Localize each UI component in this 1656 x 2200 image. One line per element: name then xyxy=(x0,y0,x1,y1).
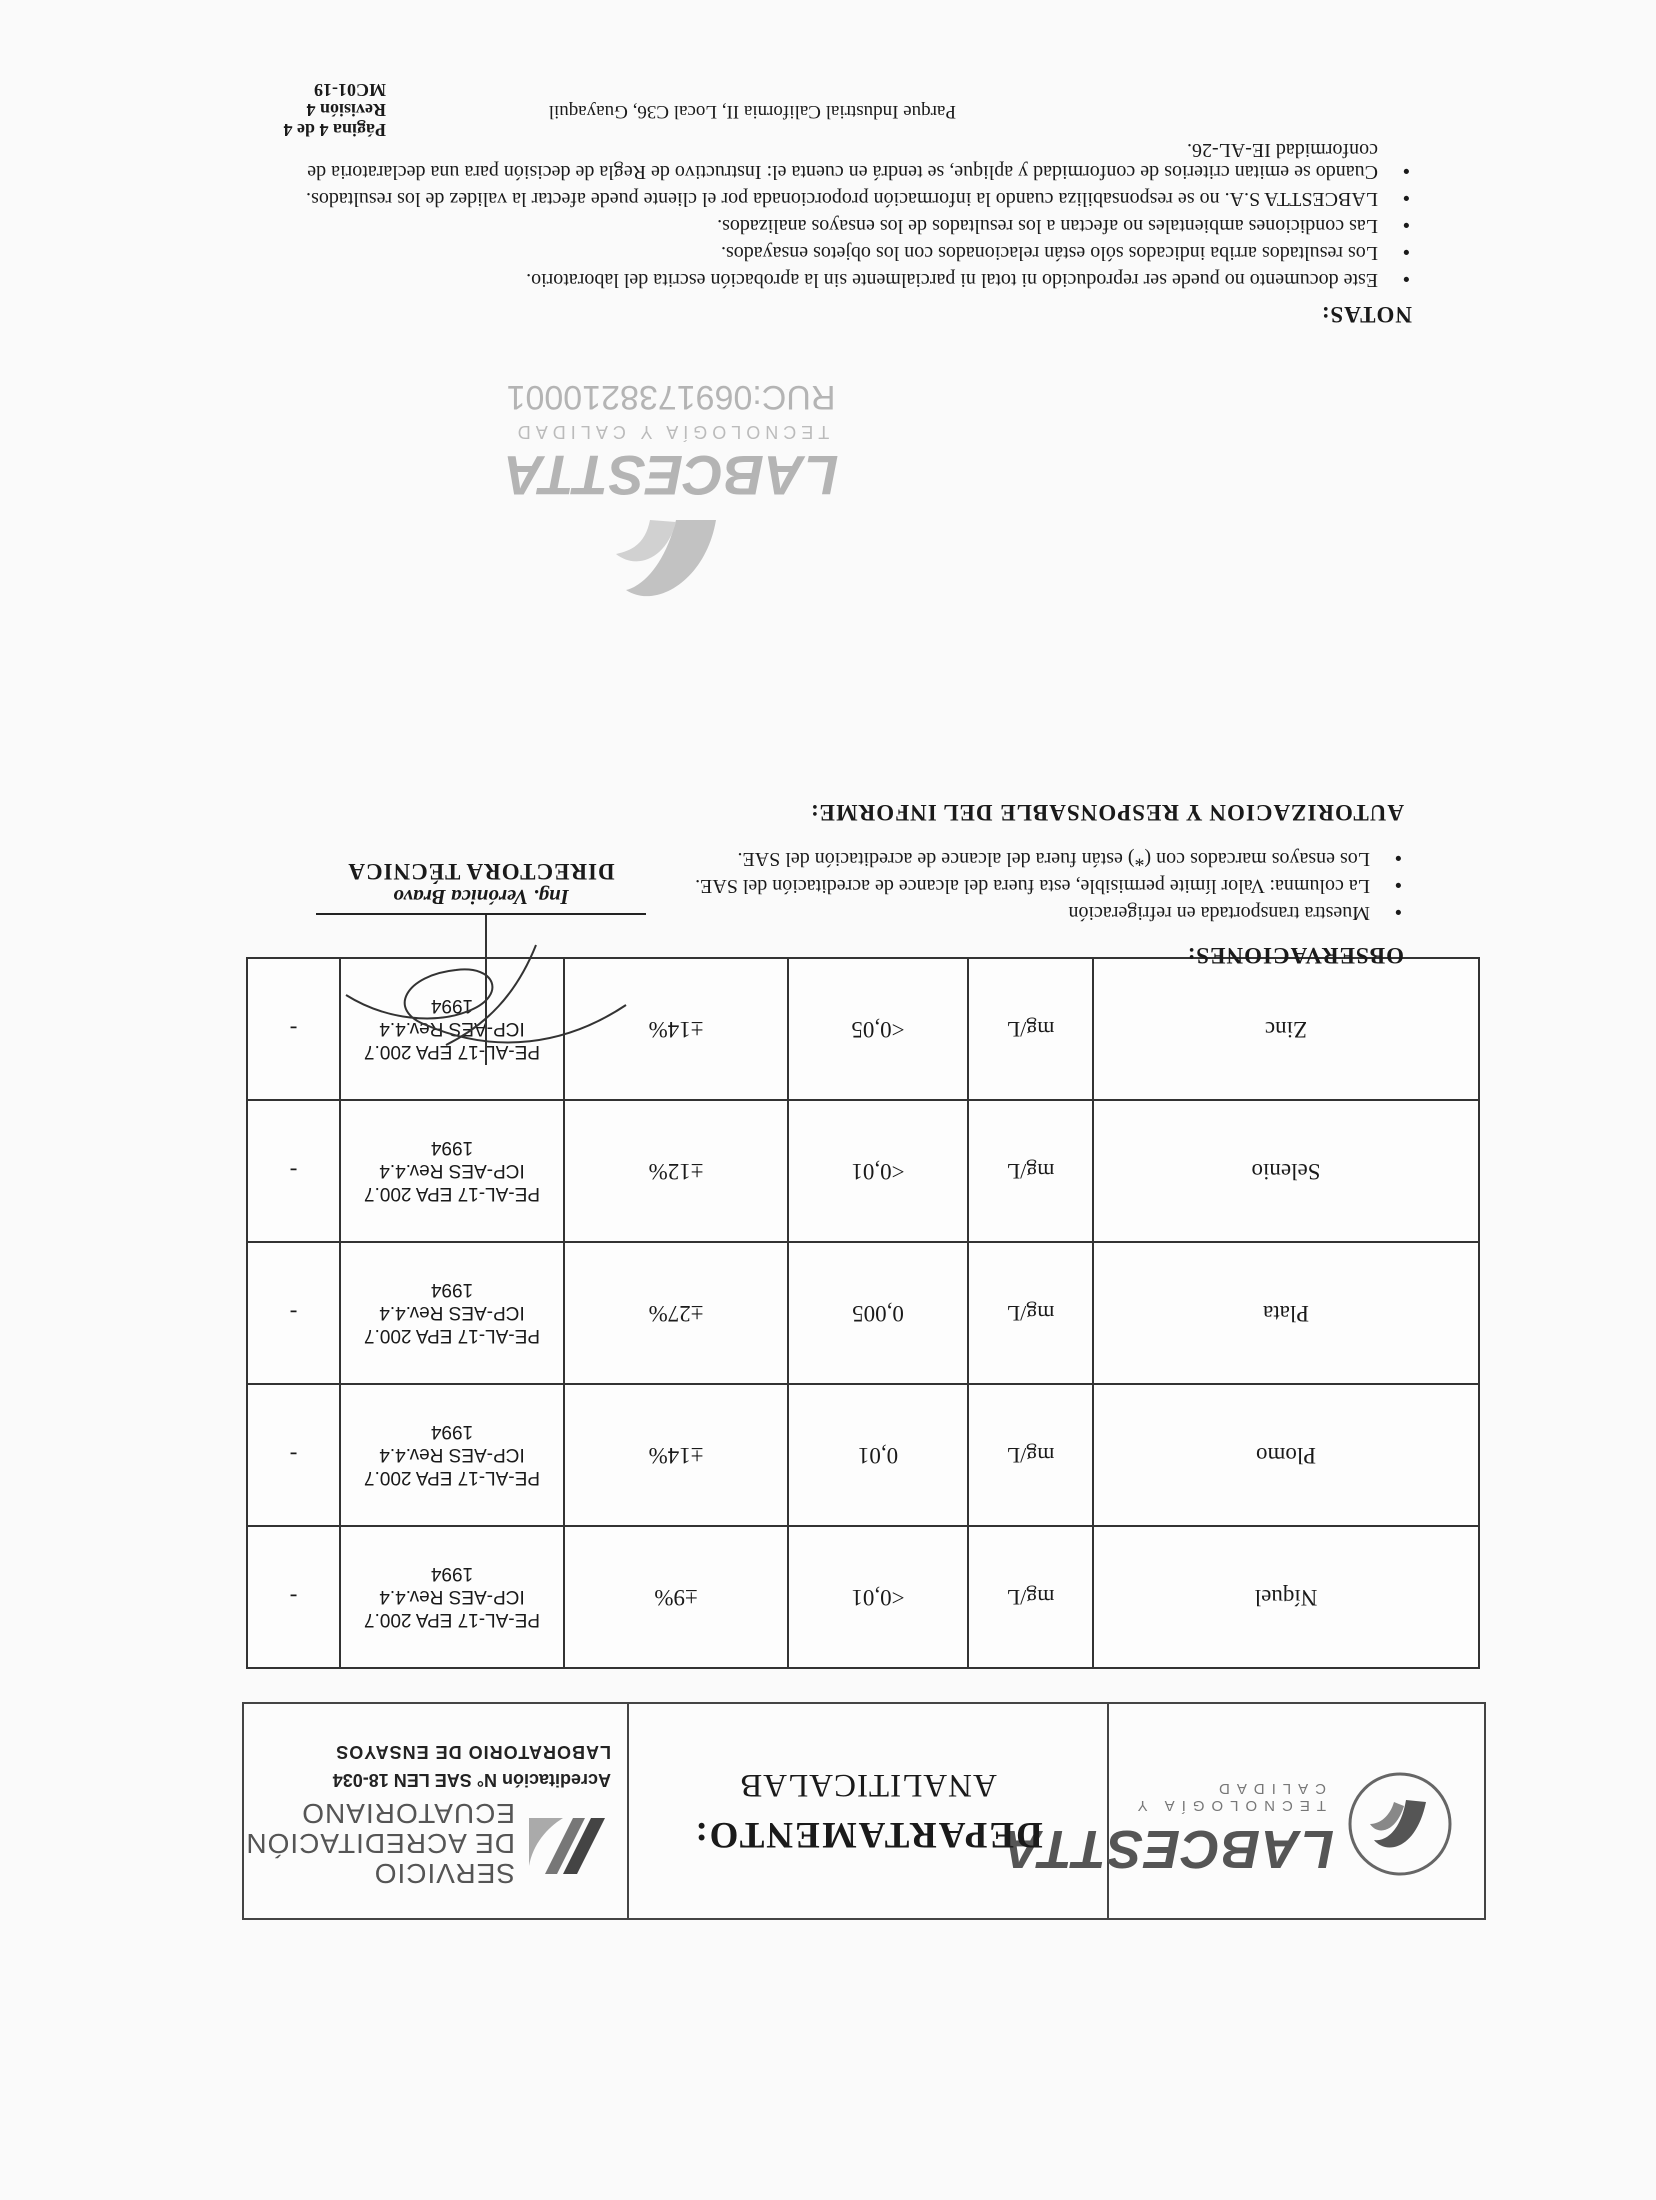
note-item: ● Este documento no puede ser reproducido ni total ni parcialmente sin la aprobación escrita del laboratorio. xyxy=(252,269,1412,291)
observations-title: OBSERVACIONES: xyxy=(1186,943,1404,968)
signature-drawing xyxy=(316,915,646,1065)
method-cell xyxy=(340,1526,564,1668)
method-line: 1994 xyxy=(430,1563,474,1585)
footer-meta xyxy=(283,80,386,140)
result-cell: <0,01 xyxy=(788,1526,968,1668)
observation-item: ● La columna: Valor límite permisible, esta fuera del alcance de acreditación del SAE. xyxy=(304,875,1404,897)
result-cell: 0,005 xyxy=(788,1242,968,1384)
observation-item: ● Los ensayos marcados con (*) están fuera del alcance de acreditación del SAE. xyxy=(304,848,1404,870)
limit-cell: - xyxy=(247,1242,340,1384)
uncertainty-cell: ±14% xyxy=(564,1384,788,1526)
unit-cell: mg/L xyxy=(968,1384,1093,1526)
sae-name-line3: ECUATORIANO xyxy=(301,1798,515,1829)
stamp-ruc: RUC:0691738210001 xyxy=(506,378,836,416)
limit-cell: - xyxy=(247,1526,340,1668)
note-item: ● Los resultados arriba indicados sólo están relacionados con los objetos ensayados. xyxy=(252,242,1412,264)
brand-cell xyxy=(1002,1704,1484,1918)
method-line: 1994 xyxy=(430,1421,474,1443)
accreditation-number: Acreditación N° SAE LEN 18-034 xyxy=(332,1770,611,1790)
sae-name-line2: DE ACREDITACIÓN xyxy=(245,1828,515,1859)
stamp-tagline: TECNOLOGÍA Y CALIDAD xyxy=(512,422,830,442)
observation-item: ● Muestra transportada en refrigeración xyxy=(304,902,1404,924)
department-name: ANALITICALAB xyxy=(739,1767,997,1803)
department-title: DEPARTAMENTO: xyxy=(693,1814,1043,1855)
unit-cell: mg/L xyxy=(968,958,1093,1100)
note-item: ● Cuando se emitan criterios de conformidad y aplique, se tendrá en cuenta el: Instructivo de Regla de decisión para una declaratoria de conformidad IE-AL-26. xyxy=(252,139,1412,183)
table-row xyxy=(247,1384,1479,1526)
note-item: ● Las condiciones ambientales no afectan a los resultados de los ensayos analizados. xyxy=(252,215,1412,237)
parameter-cell: Selenio xyxy=(1093,1100,1479,1242)
sae-logo-icon xyxy=(523,1800,611,1888)
signature-line xyxy=(316,913,646,915)
parameter-cell: Plata xyxy=(1093,1242,1479,1384)
accreditation-cell xyxy=(244,1704,627,1918)
signer-name: Ing. Verónica Bravo xyxy=(393,885,569,909)
parameter-cell: Zinc xyxy=(1093,958,1479,1100)
labcestta-logo-icon xyxy=(1344,1768,1456,1880)
sae-name-line1: SERVICIO xyxy=(373,1858,515,1889)
uncertainty-cell: ±27% xyxy=(564,1242,788,1384)
note-item: ● LABCESTTA S.A. no se responsabiliza cuando la información proporcionada por el cliente puede afectar la validez de los resultados. xyxy=(252,188,1412,210)
result-cell: <0,01 xyxy=(788,1100,968,1242)
uncertainty-cell: ±9% xyxy=(564,1526,788,1668)
method-line: 1994 xyxy=(430,995,474,1017)
report-header xyxy=(242,1702,1486,1920)
signer-title: DIRECTORA TÉCNICA xyxy=(347,859,615,884)
stamp-brand: LABCESTTA xyxy=(503,444,839,507)
notes-section xyxy=(252,134,1412,327)
uncertainty-cell: ±14% xyxy=(564,958,788,1100)
method-line: 1994 xyxy=(430,1137,474,1159)
table-row xyxy=(247,1100,1479,1242)
notes-list xyxy=(252,139,1412,291)
method-line: PE-AL-17 EPA 200.7 xyxy=(363,1467,541,1489)
limit-cell: - xyxy=(247,1384,340,1526)
revision: Revisión 4 xyxy=(306,100,386,120)
method-line: ICP-AES Rev.4.4 xyxy=(379,1018,525,1040)
method-line: PE-AL-17 EPA 200.7 xyxy=(363,1609,541,1631)
parameter-cell: Plomo xyxy=(1093,1384,1479,1526)
method-line: ICP-AES Rev.4.4 xyxy=(379,1444,525,1466)
method-cell xyxy=(340,1100,564,1242)
method-line: PE-AL-17 EPA 200.7 xyxy=(363,1183,541,1205)
laboratory-type: LABORATORIO DE ENSAYOS xyxy=(335,1742,611,1762)
stamp-logo-icon xyxy=(606,510,736,620)
signature-block xyxy=(306,858,656,1065)
company-stamp xyxy=(456,360,886,620)
uncertainty-cell: ±12% xyxy=(564,1100,788,1242)
result-cell: <0,05 xyxy=(788,958,968,1100)
department-cell xyxy=(627,1704,1107,1918)
limit-cell: - xyxy=(247,958,340,1100)
parameter-cell: Níquel xyxy=(1093,1526,1479,1668)
brand-tagline: TECNOLOGÍA Y CALIDAD xyxy=(1130,1780,1326,1814)
method-line: PE-AL-17 EPA 200.7 xyxy=(363,1325,541,1347)
result-cell: 0,01 xyxy=(788,1384,968,1526)
unit-cell: mg/L xyxy=(968,1526,1093,1668)
method-cell xyxy=(340,1384,564,1526)
method-line: PE-AL-17 EPA 200.7 xyxy=(363,1041,541,1063)
footer-address: Parque Industrial California II, Local C36, Guayaquil xyxy=(548,101,956,122)
document-code: MC01-19 xyxy=(314,80,386,100)
brand-name: LABCESTTA xyxy=(1002,1819,1334,1879)
limit-cell: - xyxy=(247,1100,340,1242)
notes-title: NOTAS: xyxy=(1320,302,1412,327)
method-line: ICP-AES Rev.4.4 xyxy=(379,1302,525,1324)
table-row xyxy=(247,1242,1479,1384)
method-cell xyxy=(340,1242,564,1384)
sae-name xyxy=(245,1798,515,1888)
method-line: ICP-AES Rev.4.4 xyxy=(379,1586,525,1608)
method-line: 1994 xyxy=(430,1279,474,1301)
unit-cell: mg/L xyxy=(968,1242,1093,1384)
page-number: Página 4 de 4 xyxy=(283,120,386,140)
unit-cell: mg/L xyxy=(968,1100,1093,1242)
authorization-title: AUTORIZACION Y RESPONSABLE DEL INFORME: xyxy=(809,800,1404,825)
method-line: ICP-AES Rev.4.4 xyxy=(379,1160,525,1182)
table-row xyxy=(247,1526,1479,1668)
